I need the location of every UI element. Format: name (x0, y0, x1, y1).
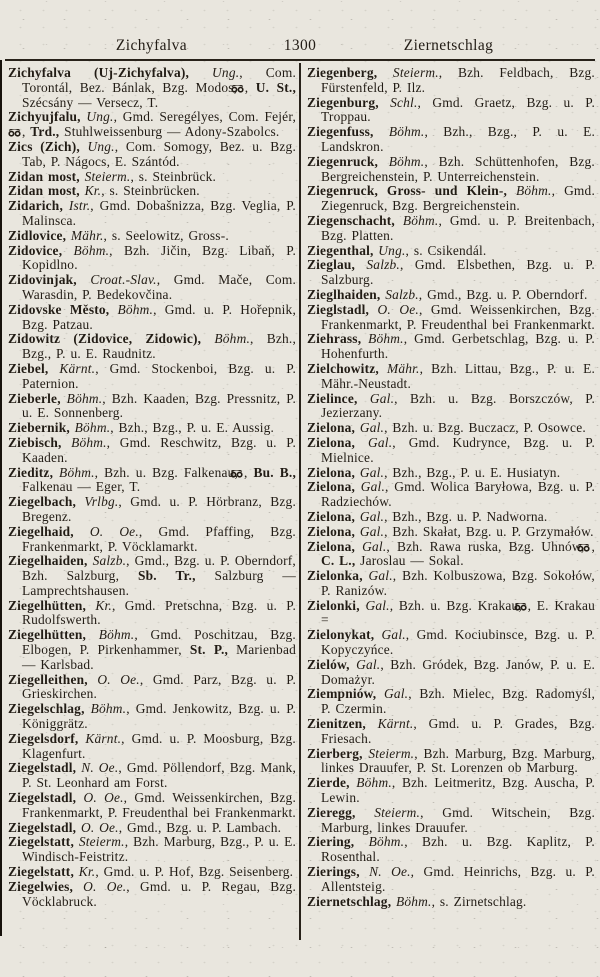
entry (8, 421, 296, 436)
entry (8, 673, 296, 703)
entry-text: , Bzh. u. Bzg. Borszczów, P. Jezierzany. (321, 390, 595, 421)
entry-headword: Zielona, (307, 508, 356, 524)
entry-text: , Gmd. Kudrynce, Bzg. u. P. Mielnice. (321, 434, 596, 465)
entry-text: , Bzh., Bzg., P. u. E. Raudnitz. (22, 331, 297, 362)
entry-text: , Bzh. Kaaden, Bzg. Pressnitz, P. u. E. Sonnenberg. (22, 390, 296, 421)
entry (8, 332, 296, 362)
entry-headword: Ziegenberg, (307, 65, 378, 80)
entry-text: , Gmd. Weissenkirchen, Bzg. Frankenmarkt, P. Freudenthal bei Frankenmarkt. (321, 301, 595, 332)
entry (307, 510, 595, 525)
entry (8, 732, 296, 762)
entry-text: Falkenau — Eger, T. (22, 479, 141, 495)
entry (307, 747, 595, 777)
entry-text: , Bzh. Marburg, Bzg., P. u. E. Windisch-Feistritz. (22, 834, 297, 865)
entry-text: Jaroslau — Sokal. (355, 553, 464, 569)
entry-headword: Ziegenruck, Gross- und Klein-, (307, 183, 508, 199)
header-rule (5, 59, 595, 61)
entry-region: Böhm. (84, 701, 127, 717)
entry-headword: Zielchowitz, (307, 360, 379, 376)
entry (8, 628, 296, 672)
entry-text: , Bzh. u. Bzg. Kaplitz, P. Rosenthal. (321, 834, 595, 865)
entry-region: Böhm. (349, 775, 392, 791)
entry-headword: Zielona, (307, 523, 356, 539)
entry-region: Gal. (359, 597, 390, 613)
entry-region: Ung. (79, 138, 115, 154)
entry-region: Böhm. (60, 390, 103, 406)
entry-region: Salzb. (380, 286, 419, 302)
entry (8, 170, 296, 185)
page-number: 1300 (283, 37, 317, 54)
entry-region: Ung. (373, 242, 406, 258)
entry-text: , Bzh. Littau, Bzg., P. u. E. Mähr.-Neustadt. (321, 360, 595, 391)
entry-text: , Gmd. u. P. Breitenbach, Bzg. Platten. (321, 212, 595, 243)
entry-region: N. Oe. (76, 760, 119, 776)
entry-region: Kärnt. (78, 730, 122, 746)
entry-region: Böhm. (109, 301, 154, 317)
entry-headword: Zics (Zich), (8, 138, 80, 154)
entry-region: Gal. (355, 538, 387, 554)
entry-region: Böhm. (394, 212, 439, 228)
entry (8, 140, 296, 170)
entry (8, 835, 296, 865)
entry (307, 258, 595, 288)
entry (8, 436, 296, 466)
entry-text: , Gmd., Bzg. u. P. Oberndorf. (418, 286, 588, 302)
entry-region: Steierm. (79, 168, 131, 184)
entry-region: Steierm. (74, 834, 125, 850)
entry-region: Gal. (349, 656, 381, 672)
entry (307, 436, 595, 466)
entry-region: Steierm. (355, 804, 421, 820)
entry (307, 776, 595, 806)
entry-headword: Zieglstadl, (307, 301, 370, 317)
entry (307, 480, 595, 510)
entry-headword: Ziernetschlag, (307, 893, 392, 909)
entry-headword: Ziempniów, (307, 686, 377, 702)
entry-route-abbrev: U. St., (255, 79, 297, 95)
running-head (0, 37, 600, 57)
entry-headword: Ziegenruck, (307, 153, 379, 169)
entry-region: Salzb. (355, 257, 400, 273)
entry (8, 599, 296, 629)
entry-text: , (244, 464, 254, 480)
entry-text: , Bzh. u. Bzg. Buczacz, P. Osowce. (384, 420, 586, 436)
entry-region: Böhm. (507, 183, 552, 199)
entry-region: Böhm. (86, 627, 135, 643)
entry (307, 599, 595, 629)
entry-text: , Gmd. Poschitzau, Bzg. Elbogen, P. Pirkenhammer, (22, 627, 296, 658)
entry-region: Böhm. (361, 331, 404, 347)
entry-text: Salzburg — Lamprechtshausen. (22, 568, 296, 598)
entry-text: , Gmd. Mače, Com. Warasdin, P. Bedekovčina. (22, 272, 296, 302)
entry-text: , Gmd. Elsbethen, Bzg. u. P. Salzburg. (321, 257, 595, 288)
entry (307, 717, 595, 747)
entry-headword: Zidan most, (8, 183, 80, 199)
entry-headword: Zieberle, (8, 390, 61, 406)
entry-headword: Zielona, (307, 434, 356, 450)
entry-headword: Zielona, (307, 420, 356, 436)
entry-region: O. Oe. (76, 819, 119, 835)
entry-text: , Gmd. Kociubinsce, Bzg. u. P. Kopyczyńce. (321, 627, 595, 658)
column-right (307, 66, 595, 909)
entry-text: , Gmd. u. P. Moosburg, Bzg. Klagenfurt. (22, 730, 296, 761)
entry-region: Istr. (63, 198, 91, 214)
entry (307, 835, 595, 865)
entry (8, 303, 296, 333)
entry (8, 702, 296, 732)
entry-headword: Zielona, (307, 479, 356, 495)
entry (307, 96, 595, 126)
entry-region: Gal. (355, 420, 385, 436)
entry-route-abbrev: C. L., (321, 553, 356, 569)
entry (8, 66, 296, 110)
entry (8, 880, 296, 910)
entry (307, 332, 595, 362)
entry (8, 184, 296, 199)
entry-text: , Gmd. Stockenboi, Bzg. u. P. Paternion. (22, 360, 296, 391)
entry-headword: Zielona, (307, 538, 356, 554)
entry-text: , Gmd. Ziegenruck, Bzg. Bergreichenstein. (321, 183, 595, 214)
entry-region: Gal. (355, 523, 385, 539)
entry-text: , Gmd. u. P. Regau, Bzg. Vöcklabruck. (22, 878, 297, 909)
entry-text: , Bzh. Rawa ruska, Bzg. Uhnów, (386, 538, 592, 554)
entry-headword: Ziebisch, (8, 434, 62, 450)
entry-text: , Gmd. Graetz, Bzg. u. P. Troppau. (321, 94, 595, 125)
entry-headword: Ziegelsdorf, (8, 730, 79, 746)
entry-region: Ung. (189, 65, 240, 80)
entry-text: , Gmd. Heinrichs, Bzg. u. P. Allentsteig. (321, 864, 595, 894)
entry (307, 466, 595, 481)
entry-region: O. Oe. (76, 790, 124, 806)
entry (307, 895, 595, 910)
entry-text: , Gmd. u. P. Grades, Bzg. Friesach. (321, 716, 595, 746)
entry-headword: Zidovske Město, (8, 301, 110, 317)
entry-headword: Ziegelhütten, (8, 627, 87, 643)
entry-headword: Ziegelleithen, (8, 671, 88, 687)
entry-region: Kr. (79, 183, 102, 199)
running-head-left: Zichyfalva (115, 37, 188, 54)
entry-region: Böhm. (61, 434, 107, 450)
entry-text: , Bzh. Kolbuszowa, Bzg. Sokołów, P. Ranizów. (321, 568, 595, 598)
entry-headword: Ziegenburg, (307, 94, 379, 110)
entry (8, 761, 296, 791)
entry-text: , Gmd. u. P. Hořepnik, Bzg. Patzau. (22, 301, 297, 332)
column-divider (299, 63, 301, 940)
entry-headword: Zieregg, (307, 804, 356, 820)
entry-region: Kärnt. (365, 716, 414, 732)
entry (8, 466, 296, 496)
entry-region: Böhm. (391, 893, 432, 909)
entry-headword: Zierberg, (307, 745, 363, 761)
entry (8, 865, 296, 880)
entry (8, 821, 296, 836)
entry-text: , Bzh. Skałat, Bzg. u. P. Grzymałów. (384, 523, 594, 539)
entry-route-abbrev: St. P., (189, 642, 229, 658)
entry-headword: Zieditz, (8, 464, 54, 480)
entry-headword: Zieglhaiden, (307, 286, 381, 302)
entry-text: , Gmd. Parz, Bzg. u. P. Grieskirchen. (22, 671, 296, 702)
entry-route-abbrev: Sb. Tr., (138, 568, 196, 584)
entry-headword: Zielonka, (307, 568, 363, 584)
entry-headword: Ziegenschacht, (307, 212, 395, 228)
entry-text: , Bzh. u. Bzg. Falkenau, (94, 464, 244, 480)
entry-headword: Ziegelschlag, (8, 701, 85, 717)
entry-headword: Ziegelstadl, (8, 790, 77, 806)
entry-region: Kr. (74, 864, 96, 880)
entry-region: N. Oe. (359, 864, 411, 880)
entry-text: , Gmd. Dobašnizza, Bzg. Veglia, P. Malinsca. (22, 198, 296, 228)
entry (307, 421, 595, 436)
entry-region: Steierm. (377, 65, 439, 80)
entry-region: Gal. (355, 464, 385, 480)
entry-text: , Gmd. Witschein, Bzg. Marburg, linkes Drauufer. (321, 804, 595, 835)
entry-region: O. Oe. (73, 523, 139, 539)
entry-region: Böhm. (53, 464, 95, 480)
entry-text: Szécsány — Versecz, T. (22, 94, 159, 110)
entry-text: , s. Zirnetschlag. (431, 893, 527, 909)
entry (307, 392, 595, 422)
entry (8, 791, 296, 821)
entry-text: , Bzh. Mielec, Bzg. Radomyśl, P. Czermin. (321, 686, 595, 717)
entry-region: Böhm. (373, 124, 425, 140)
entry-region: Steierm. (362, 745, 415, 761)
entry-region: Gal. (376, 686, 409, 702)
entry-headword: Ziegelstadl, (8, 819, 77, 835)
entry-headword: Ziebernik, (8, 420, 70, 436)
entry (307, 66, 595, 96)
entry-headword: Ziegelwies, (8, 878, 74, 894)
entry-text: , Com. Torontál, Bez. Bánlak, Bzg. Modos, (22, 65, 296, 95)
entry-headword: Ziegelstatt, (8, 834, 74, 850)
entry-headword: Zidlovice, (8, 227, 67, 243)
entry (8, 199, 296, 229)
entry-headword: Ziegelhaiden, (8, 553, 88, 569)
entry-text: Marienbad — Karlsbad. (22, 642, 296, 672)
entry-headword: Ziegelstadl, (8, 760, 77, 776)
entry-text: , Gmd., Bzg. u. P. Lambach. (118, 819, 282, 835)
entry-region: Böhm. (62, 242, 110, 258)
entry-region: Kärnt. (48, 360, 96, 376)
entry-region: Böhm. (378, 153, 425, 169)
entry-text: , Gmd. Gerbetschlag, Bzg. u. P. Hohenfurth. (321, 331, 595, 362)
entry-headword: Zieglau, (307, 257, 356, 273)
entry-text: , Bzh. Feldbach, Bzg. Fürstenfeld, P. Ilz. (321, 65, 595, 95)
entry-headword: Zidan most, (8, 168, 80, 184)
entry-text: , Gmd. Jenkowitz, Bzg. u. P. Königgrätz. (22, 701, 296, 732)
entry-region: Mähr. (378, 360, 420, 376)
entry-text: , Bzh., Bzg. u. P. Nadworna. (384, 508, 548, 524)
entry-region: Gal. (362, 568, 393, 584)
entry-headword: Zielona, (307, 464, 356, 480)
entry-text: , s. Seelowitz, Gross-. (103, 227, 229, 243)
entry-text: , s. Steinbrück. (130, 168, 217, 184)
entry (307, 244, 595, 259)
entry (307, 865, 595, 895)
entry-text: , Gmd., Bzg. u. P. Oberndorf, Bzh. Salzburg, (22, 553, 296, 584)
entry-text: , Gmd. Seregélyes, Com. Fejér, (113, 109, 296, 125)
entry-headword: Zidowitz (Zidovice, Zidowic), (8, 331, 202, 347)
entry (307, 806, 595, 836)
entry-headword: Ziegelhütten, (8, 597, 87, 613)
entry-route-abbrev: Bu. B., (253, 464, 296, 480)
entry-text: Stuhlweissenburg — Adony-Szabolcs. (59, 124, 280, 140)
entry (8, 273, 296, 303)
entry-region: Böhm. (69, 420, 111, 436)
entry-text: , Bzh. Schüttenhofen, Bzg. Bergreichenstein, P. Unterreichenstein. (321, 153, 595, 184)
entry-region: Böhm. (354, 834, 405, 850)
entry (8, 495, 296, 525)
entry-text: , Bzh. Leitmeritz, Bzg. Auscha, P. Lewin. (321, 775, 595, 806)
entry-region: O. Oe. (87, 671, 140, 687)
entry-text: , Bzh., Bzg., P. u. E. Aussig. (110, 420, 275, 436)
entry-text: , (244, 79, 256, 95)
entry (8, 392, 296, 422)
entry-headword: Zielów, (307, 656, 350, 672)
entry-text: , Gmd. Pöllendorf, Bzg. Mank, P. St. Leonhard am Forst. (22, 760, 296, 791)
entry (8, 362, 296, 392)
entry-region: Gal. (357, 390, 395, 406)
entry-text: , Bzh. Jičin, Bzg. Libaň, P. Kopidlno. (22, 242, 296, 273)
entry-text: , s. Steinbrücken. (101, 183, 200, 199)
entry (307, 155, 595, 185)
entry-headword: Ziering, (307, 834, 355, 850)
entry-headword: Ziegenthal, (307, 242, 374, 258)
entry-headword: Zielince, (307, 390, 358, 406)
entry-region: Gal. (355, 479, 385, 495)
entry-region: Salzb. (87, 553, 127, 569)
entry-region: Croat.-Slav. (76, 272, 157, 288)
entry-headword: Ziegelbach, (8, 494, 77, 510)
entry (307, 540, 595, 570)
entry (307, 303, 595, 333)
entry (307, 658, 595, 688)
entry-region: Böhm. (201, 331, 250, 347)
entry-text: , (22, 124, 31, 140)
entry-headword: Zichyfalva (Uj-Zichyfalva), (8, 65, 190, 80)
entry (307, 525, 595, 540)
entry-headword: Zidarich, (8, 198, 63, 214)
entry-text: , Com. Somogy, Bez. u. Bzg. Tab, P. Nágocs, E. Szántód. (22, 138, 297, 169)
entry (307, 125, 595, 155)
entry (307, 288, 595, 303)
column-left (8, 66, 296, 909)
entry-text: , Gmd. Wolica Baryłowa, Bzg. u. P. Radziechów. (321, 479, 595, 510)
entry (8, 525, 296, 555)
entry-headword: Zienitzen, (307, 716, 366, 732)
entry (8, 110, 296, 140)
entry-headword: Zidovice, (8, 242, 63, 258)
entry-text: , Gmd. Reschwitz, Bzg. u. P. Kaaden. (22, 434, 296, 465)
entry-text: , (591, 538, 595, 554)
entry-region: Kr. (86, 597, 112, 613)
entry (307, 184, 595, 214)
entry-text: , Gmd. Pretschna, Bzg. u. P. Rudolfswerth. (22, 597, 296, 628)
entry-text: , Gmd. u. P. Hof, Bzg. Seisenberg. (95, 864, 294, 880)
entry-region: Schl. (378, 94, 418, 110)
entry-region: Gal. (374, 627, 406, 643)
entry-headword: Ziegenfuss, (307, 124, 374, 140)
entry (8, 229, 296, 244)
entry-region: Vrlbg. (76, 494, 119, 510)
scan-edge-line (0, 60, 2, 936)
entry-region: O. Oe. (369, 301, 419, 317)
running-head-right: Ziernetschlag (403, 37, 494, 54)
entry (8, 554, 296, 598)
entry-text: , Bzh., Bzg., P. u. E. Husiatyn. (384, 464, 561, 480)
entry-region: O. Oe. (73, 878, 127, 894)
entry-headword: Ziebel, (8, 360, 49, 376)
entry-route-abbrev: Trd., (30, 124, 60, 140)
entry-headword: Zichyujfalu, (8, 109, 81, 125)
entry-text: , Bzh. Marburg, Bzg. Marburg, linkes Drauufer, P. St. Lorenzen ob Marburg. (321, 745, 595, 776)
entry-headword: Zielonki, (307, 597, 360, 613)
entry-headword: Zidovinjak, (8, 272, 77, 288)
entry-text: , Gmd. Pfaffing, Bzg. Frankenmarkt, P. Vöcklamarkt. (22, 523, 296, 554)
entry (307, 687, 595, 717)
entry-region: Gal. (355, 434, 393, 450)
entry (307, 362, 595, 392)
entry-headword: Ziegelhaid, (8, 523, 74, 539)
entry-region: Ung. (80, 109, 114, 125)
entry-text: , Bzh., Bzg., P. u. E. Landskron. (321, 124, 595, 154)
entry-text: , s. Csikendál. (405, 242, 487, 258)
entry-text: , Gmd. Weissenkirchen, Bzg. Frankenmarkt, P. Freudenthal bei Frankenmarkt. (22, 790, 296, 820)
entry-headword: Zielonykat, (307, 627, 375, 643)
entry-region: Gal. (355, 508, 385, 524)
entry (307, 628, 595, 658)
entry-headword: Zierings, (307, 864, 360, 880)
entry-region: Mähr. (66, 227, 104, 243)
entry-text: , E. Krakau = (321, 597, 596, 628)
entry-headword: Ziehrass, (307, 331, 362, 347)
entry-headword: Zierde, (307, 775, 350, 791)
entry-text: , Bzh. u. Bzg. Krakau, (389, 597, 528, 613)
entry (307, 569, 595, 599)
entry (307, 214, 595, 244)
entry-text: , Bzh. Gródek, Bzg. Janów, P. u. E. Domażyr. (321, 656, 595, 687)
entry-text: , Gmd. u. P. Hörbranz, Bzg. Bregenz. (22, 494, 297, 524)
entry (8, 244, 296, 274)
entry-headword: Ziegelstatt, (8, 864, 74, 880)
